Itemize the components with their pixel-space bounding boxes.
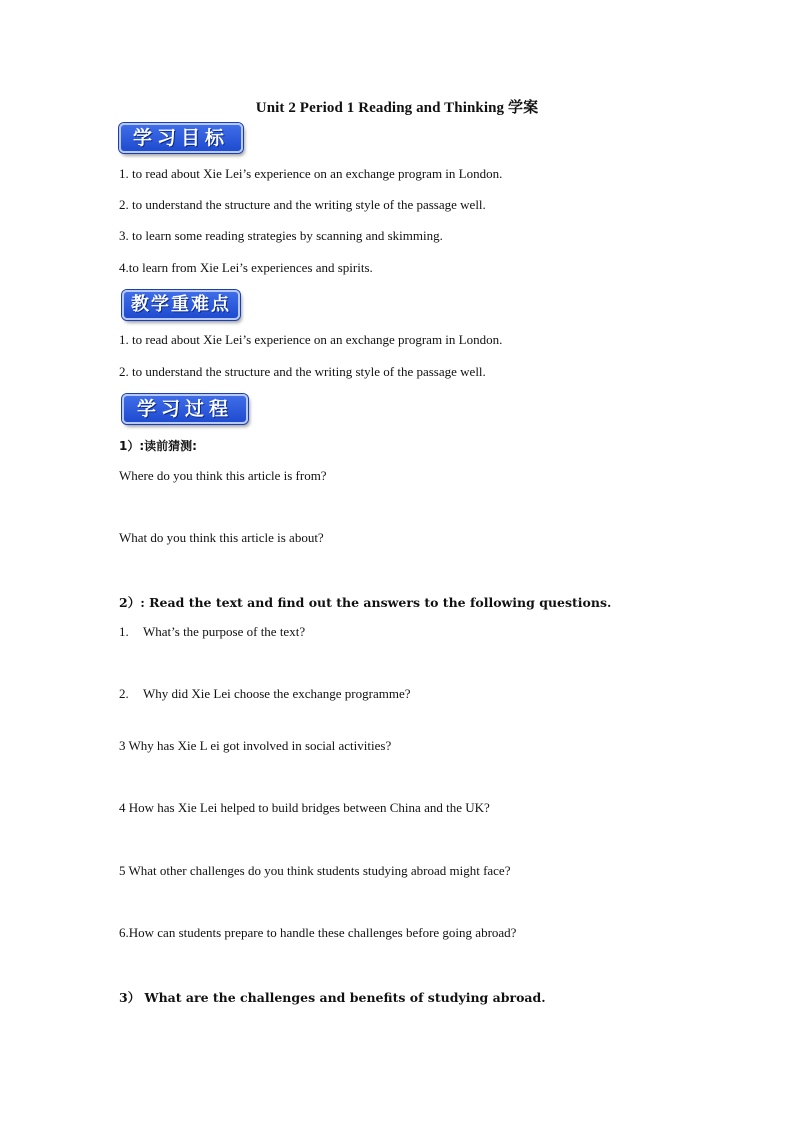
badge-key-difficulties: 教学重难点 [122,290,240,320]
question-text: Why did Xie Lei choose the exchange programme? [143,686,411,701]
question-item: 5 What other challenges do you think students studying abroad might face? [119,863,511,878]
question-item [119,686,410,702]
difficulty-item: 1. to read about Xie Lei’s experience on an exchange program in London. [119,332,503,347]
part1-heading: 1）:读前猜测: [119,439,197,453]
question-number: 2. [119,686,129,701]
objective-item: 4.to learn from Xie Lei’s experiences and spirits. [119,260,373,275]
question-item: 6.How can students prepare to handle these challenges before going abroad? [119,925,517,940]
objective-item: 3. to learn some reading strategies by scanning and skimming. [119,228,443,243]
badge-learning-objectives: 学习目标 [119,123,243,153]
question-item: 4 How has Xie Lei helped to build bridges between China and the UK? [119,800,490,815]
part3-heading: 3） What are the challenges and benefits of studying abroad. [119,990,546,1005]
page-title: Unit 2 Period 1 Reading and Thinking 学案 [255,100,539,116]
difficulty-item: 2. to understand the structure and the writing style of the passage well. [119,364,486,379]
part2-heading: 2）: Read the text and find out the answers to the following questions. [119,595,612,610]
question-text: What’s the purpose of the text? [143,624,306,639]
objective-item: 1. to read about Xie Lei’s experience on an exchange program in London. [119,166,503,181]
objective-item: 2. to understand the structure and the writing style of the passage well. [119,197,486,212]
question-number: 1. [119,624,129,639]
question-item: 3 Why has Xie L ei got involved in social activities? [119,738,392,753]
question-item [119,624,305,640]
question-item: Where do you think this article is from? [119,468,327,483]
question-item: What do you think this article is about? [119,530,324,545]
badge-learning-process: 学习过程 [122,394,248,424]
